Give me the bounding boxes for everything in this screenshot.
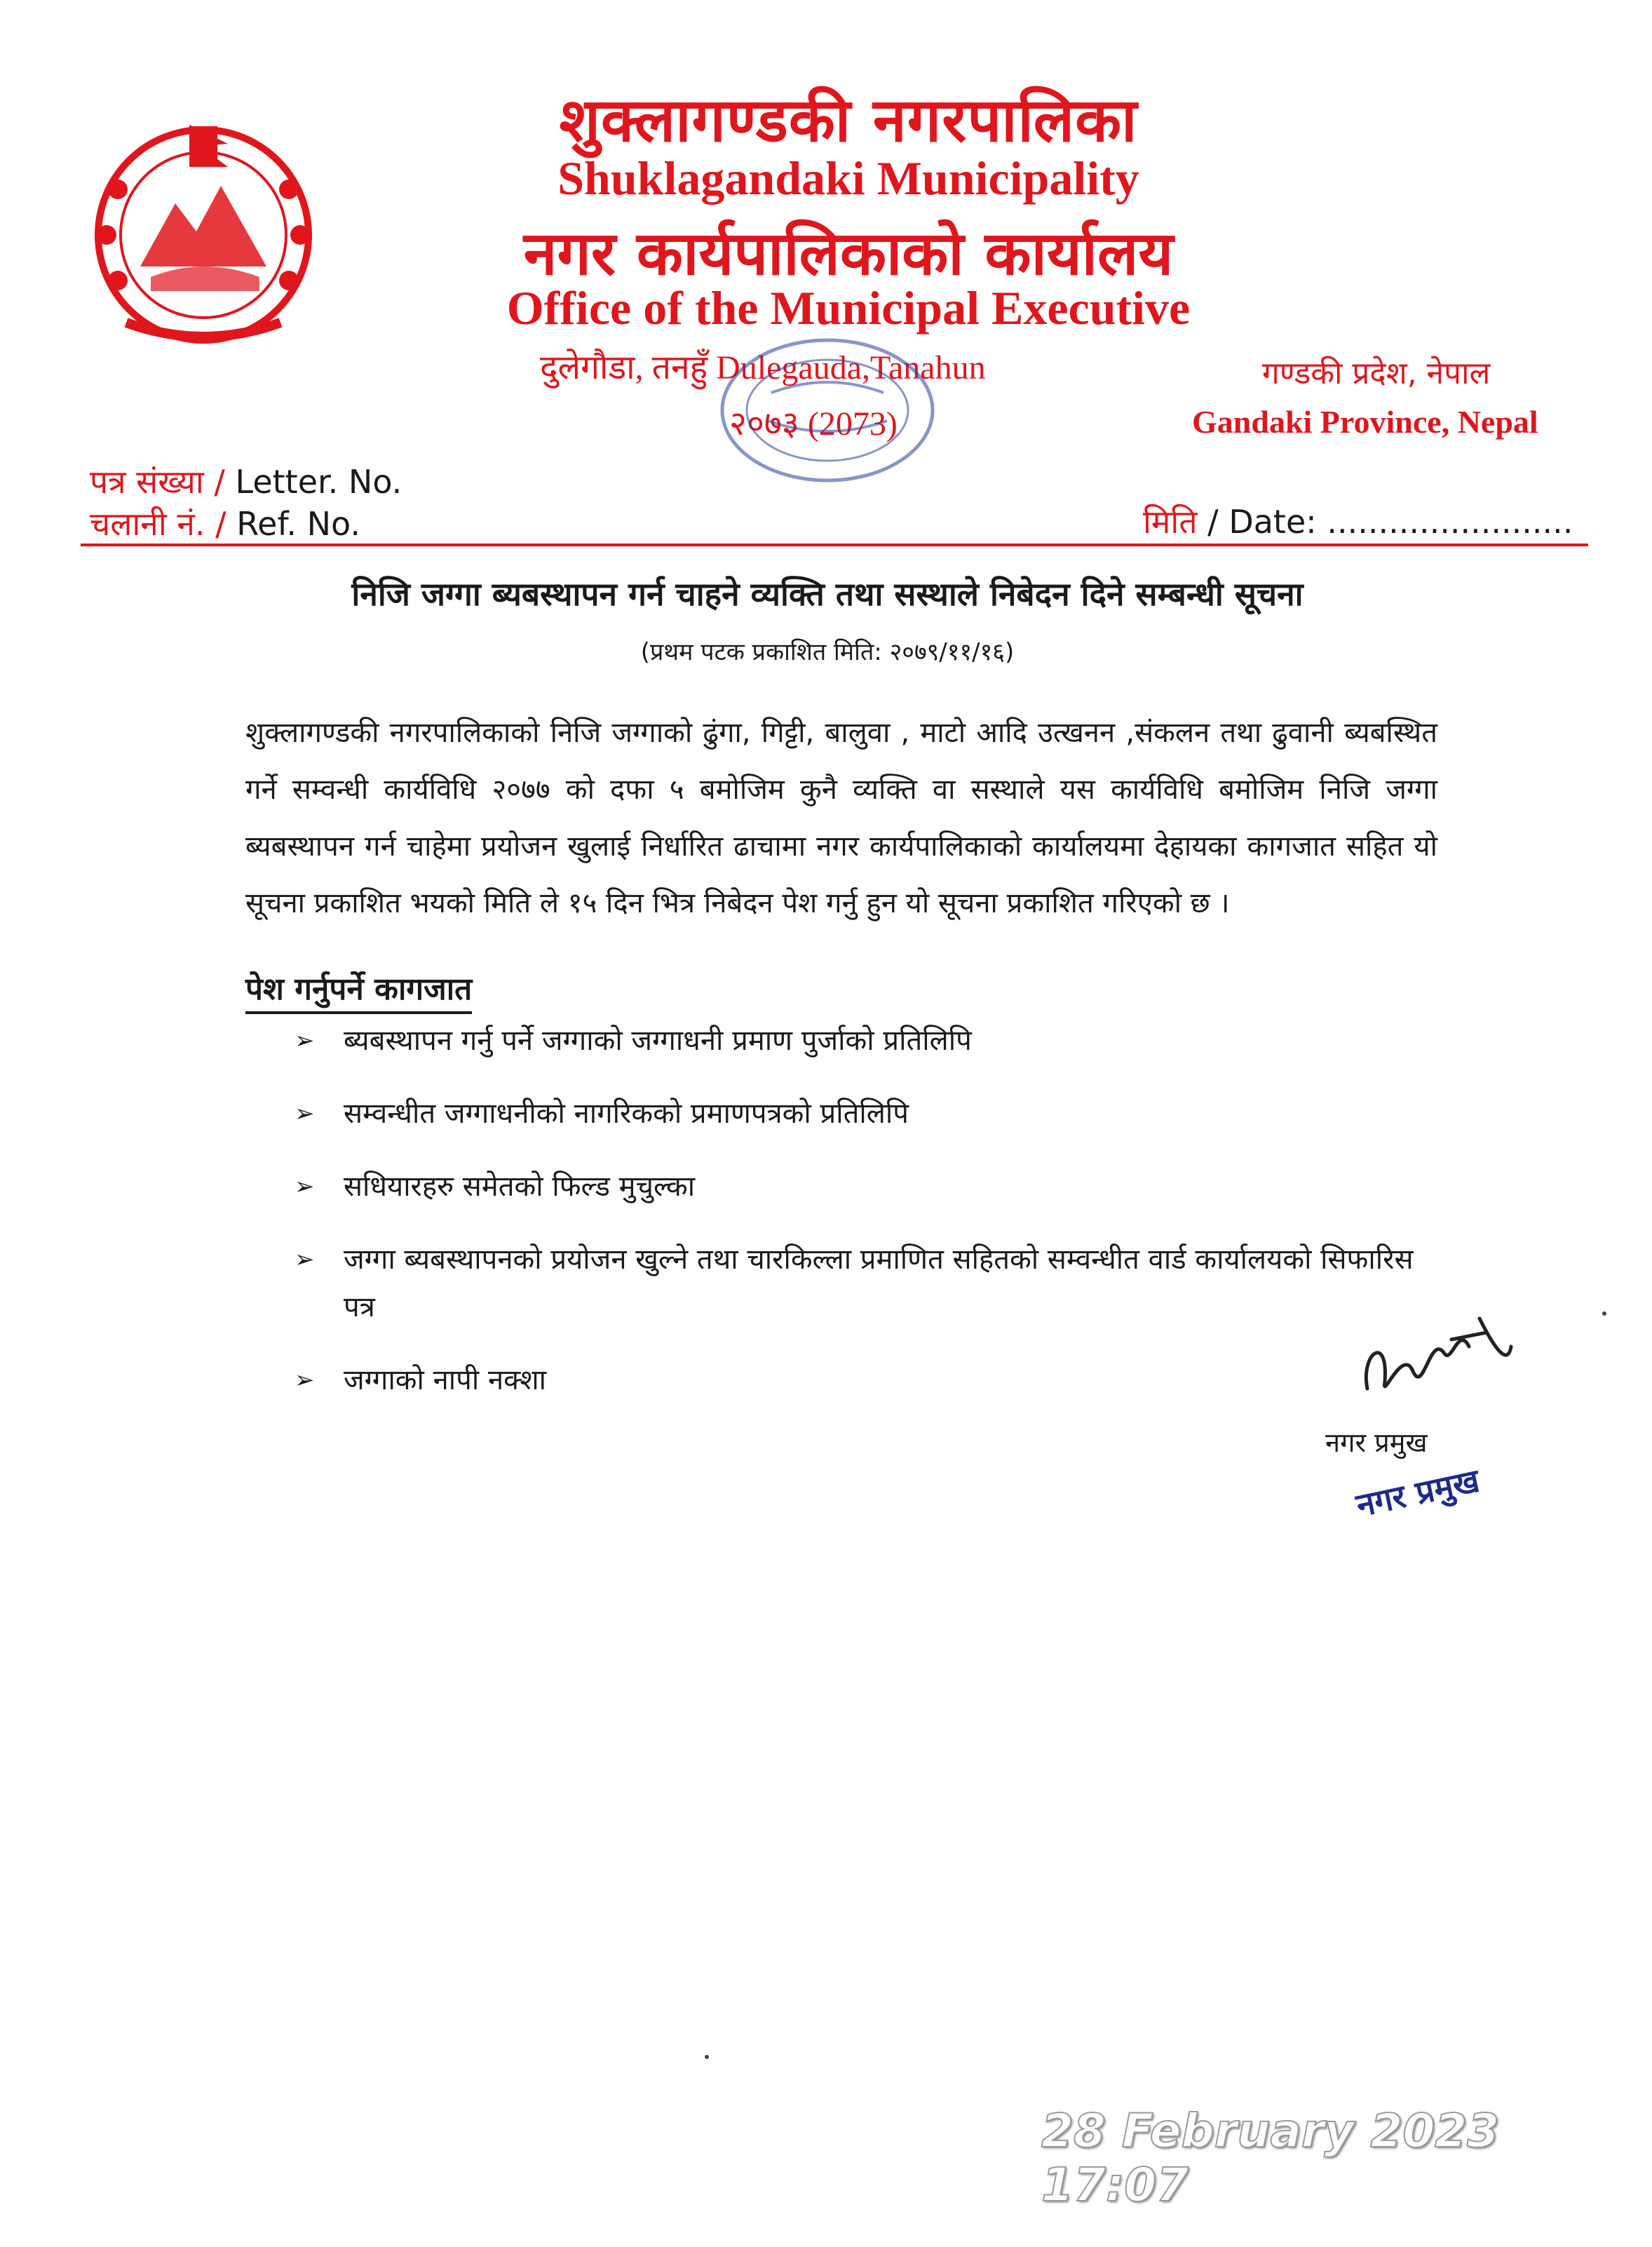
document-item-text: सधियारहरु समेतको फिल्ड मुचुल्का <box>344 1170 696 1203</box>
speck <box>1602 1311 1606 1316</box>
province-nepali: गण्डकी प्रदेश, नेपाल <box>1262 356 1491 391</box>
letter-number-label-nepali: पत्र संख्या <box>90 463 204 501</box>
document-item-text: जग्गाको नापी नक्शा <box>344 1364 547 1396</box>
letter-number-label-english: Letter. No. <box>235 463 402 501</box>
letter-number-field: पत्र संख्या / Letter. No. <box>90 463 402 501</box>
office-address: दुलेगौडा, तनहुँ Dulegauda,Tanahun <box>540 349 986 386</box>
date-value: ........................ <box>1327 503 1573 541</box>
list-item <box>294 1163 1416 1210</box>
document-item-text: ब्यबस्थापन गर्नु पर्ने जग्गाको जग्गाधनी प्रमाण पुर्जाको प्रतिलिपि <box>344 1025 972 1057</box>
date-field: मिति / Date: ........................ <box>1143 503 1573 541</box>
required-documents-heading: पेश गर्नुपर्ने कागजात <box>245 966 472 1014</box>
arrow-bullet-icon: ➢ <box>294 1027 315 1055</box>
date-label-nepali: मिति <box>1143 503 1198 541</box>
signatory-stamp: नगर प्रमुख <box>1353 1461 1483 1525</box>
date-label-english: Date: <box>1228 503 1317 541</box>
office-seal-stamp-icon <box>687 330 968 491</box>
office-title-english: Office of the Municipal Executive <box>506 281 1191 335</box>
speck <box>705 2055 709 2059</box>
province-english: Gandaki Province, Nepal <box>1192 404 1538 440</box>
municipality-title-english: Shuklagandaki Municipality <box>557 151 1139 205</box>
required-documents-list <box>294 1017 1416 1429</box>
notice-publication-date: (प्रथम पटक प्रकाशित मिति: २०७९/११/१६) <box>640 638 1015 666</box>
municipality-title-nepali: शुक्लागण्डकी नगरपालिका <box>559 86 1138 156</box>
notice-title: निजि जग्गा ब्यबस्थापन गर्न चाहने व्यक्ति तथा सस्थाले निबेदन दिने सम्बन्धी सूचना <box>351 575 1304 613</box>
document-item-text: सम्वन्धीत जग्गाधनीको नागरिकको प्रमाणपत्रको प्रतिलिपि <box>344 1098 909 1130</box>
reference-number-label-nepali: चलानी नं. <box>90 505 205 543</box>
arrow-bullet-icon: ➢ <box>294 1173 315 1201</box>
established-year: २०७३ (2073) <box>729 405 898 443</box>
arrow-bullet-icon: ➢ <box>294 1100 315 1128</box>
list-item <box>294 1017 1416 1065</box>
nepal-emblem-icon <box>84 112 323 351</box>
header-divider <box>81 544 1588 546</box>
reference-number-field: चलानी नं. / Ref. No. <box>90 505 360 543</box>
signatory-title: नगर प्रमुख <box>1325 1427 1428 1458</box>
handwritten-signature-icon <box>1346 1304 1529 1410</box>
list-item <box>294 1236 1416 1331</box>
notice-paragraph: शुक्लागण्डकी नगरपालिकाको निजि जग्गाको ढुंगा, गिट्टी, बालुवा , माटो आदि उत्खनन ,संकलन तथा ढुवानी ब्यबस्थित गर्ने सम्वन्धी कार्यविधि २०७७ को दफा ५ बमोजिम कुनै व्यक्ति वा सस्थाले यस कार्यविधि बमोजिम निजि जग्गा ब्यबस्थापन गर्न चाहेमा प्रयोजन खुलाई निर्धारित ढाचामा नगर कार्यपालिकाको कार्यालयमा देहायका कागजात सहित यो सूचना प्रकाशित भयको मिति ले १५ दिन भित्र निबेदन पेश गर्नु हुन यो सूचना प्रकाशित गरिएको छ । <box>245 717 1437 919</box>
office-title-nepali: नगर कार्यपालिकाको कार्यालय <box>523 219 1174 289</box>
reference-number-label-english: Ref. No. <box>236 505 360 543</box>
photo-timestamp: 28 February 2023 17:07 <box>1041 2104 1500 2212</box>
document-item-text: जग्गा ब्यबस्थापनको प्रयोजन खुल्ने तथा चारकिल्ला प्रमाणित सहितको सम्वन्धीत वार्ड कार्यालयको सिफारिस पत्र <box>344 1243 1414 1323</box>
list-item <box>294 1356 1416 1404</box>
arrow-bullet-icon: ➢ <box>294 1246 315 1274</box>
list-item <box>294 1090 1416 1138</box>
arrow-bullet-icon: ➢ <box>294 1366 315 1394</box>
